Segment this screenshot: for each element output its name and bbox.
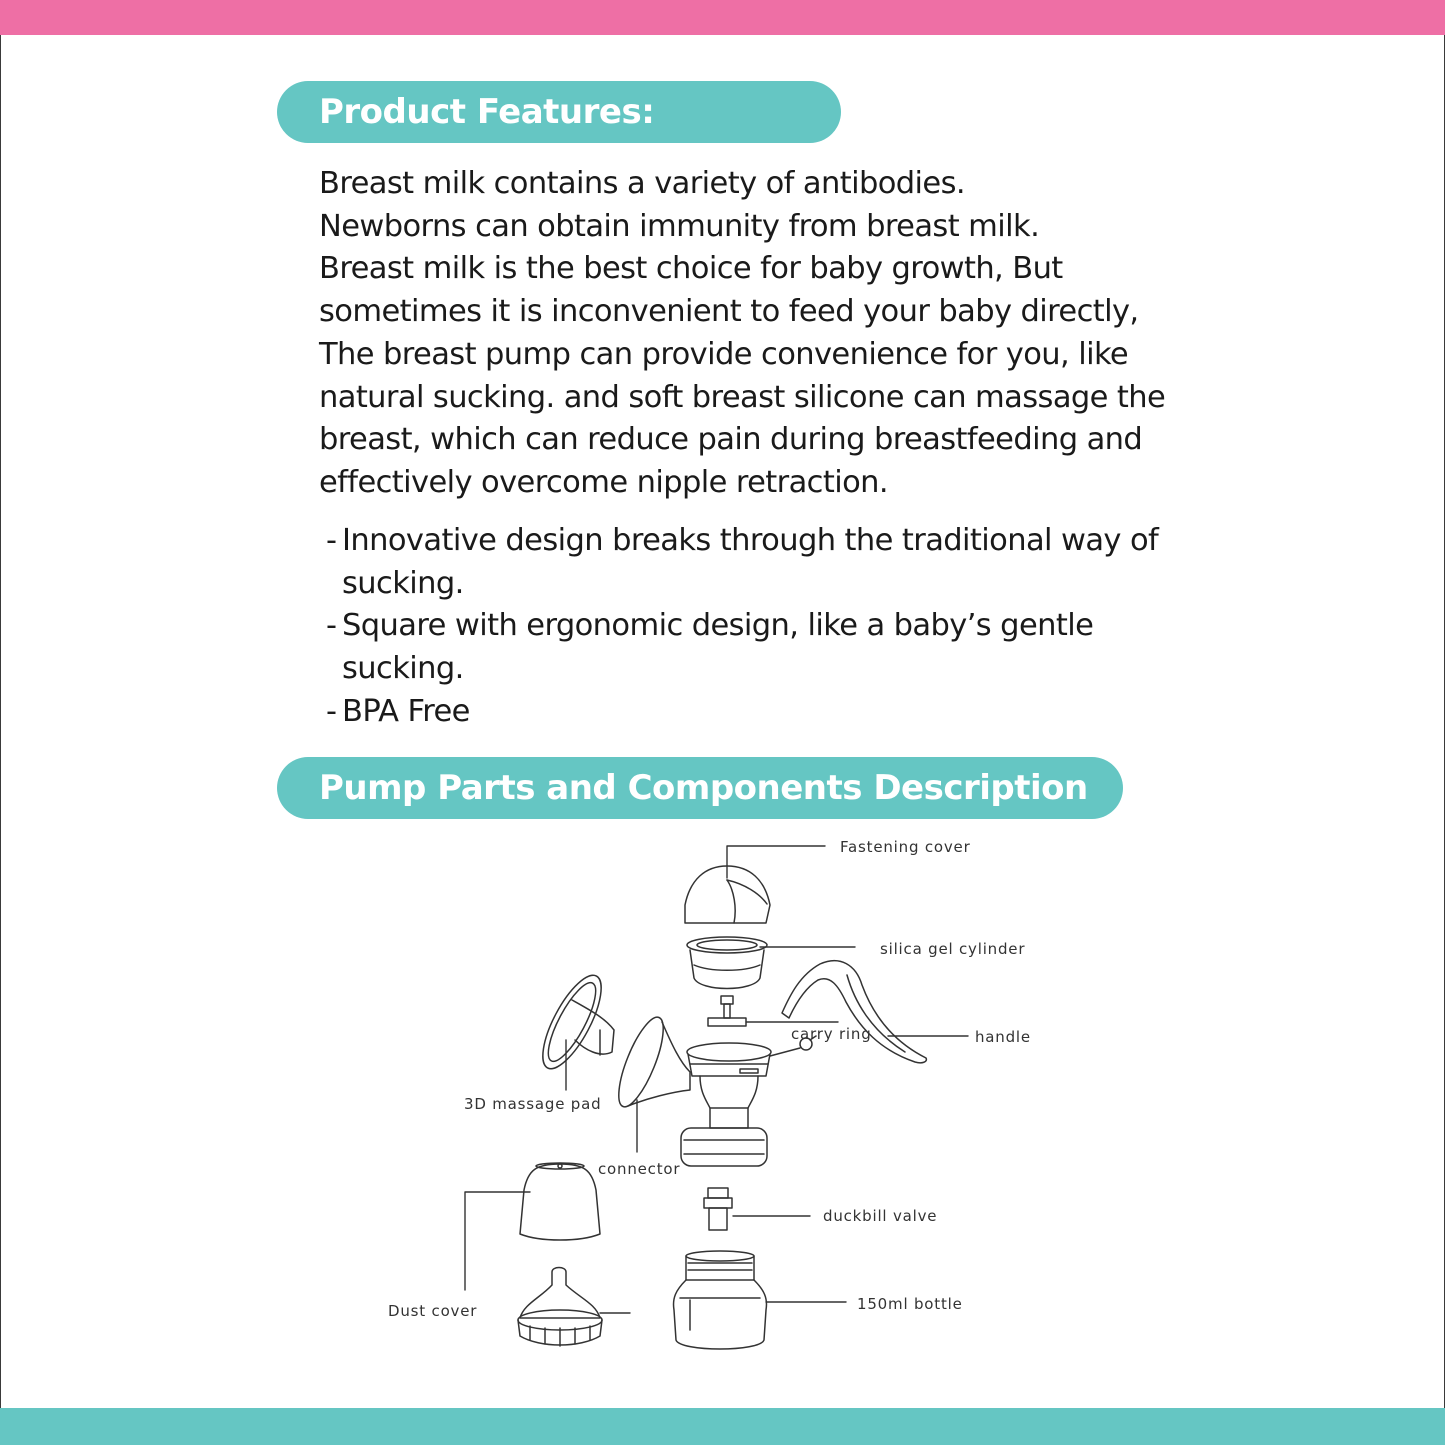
features-bullet-list xyxy=(326,520,1206,734)
label-fastening-cover: Fastening cover xyxy=(840,838,971,856)
label-duckbill-valve: duckbill valve xyxy=(823,1207,938,1225)
label-massage-pad: 3D massage pad xyxy=(464,1095,602,1113)
intro-line: The breast pump can provide convenience for you, like xyxy=(319,336,1129,372)
intro-line: Newborns can obtain immunity from breast milk. xyxy=(319,208,1040,244)
bottom-accent-bar xyxy=(0,1408,1445,1445)
intro-line: sometimes it is inconvenient to feed your baby directly, xyxy=(319,294,1139,330)
top-accent-bar xyxy=(0,0,1445,35)
bullet-dash: - xyxy=(326,523,337,558)
intro-line: breast, which can reduce pain during breastfeeding and xyxy=(319,422,1143,458)
feature-bullet xyxy=(326,520,1206,605)
bullet-line: Square with ergonomic design, like a baby’s gentle xyxy=(342,608,1094,644)
bullet-dash: - xyxy=(326,608,337,644)
intro-line: effectively overcome nipple retraction. xyxy=(319,464,888,500)
bullet-line: sucking. xyxy=(342,565,464,601)
intro-line: natural sucking. and soft breast silicone can massage the xyxy=(319,379,1166,415)
bullet-line: BPA Free xyxy=(342,693,470,729)
features-intro-text xyxy=(319,163,1199,505)
product-features-heading: Product Features: xyxy=(277,81,841,143)
label-connector: connector xyxy=(598,1160,681,1178)
pump-parts-heading: Pump Parts and Components Description xyxy=(277,757,1123,819)
label-carry-ring: carry ring xyxy=(791,1025,872,1043)
bullet-line: Innovative design breaks through the traditional way of xyxy=(342,523,1159,558)
label-handle: handle xyxy=(975,1028,1031,1046)
label-silica-gel-cylinder: silica gel cylinder xyxy=(880,940,1026,958)
label-bottle: 150ml bottle xyxy=(857,1295,963,1313)
bullet-dash: - xyxy=(326,693,337,729)
label-dust-cover: Dust cover xyxy=(388,1302,478,1320)
feature-bullet xyxy=(326,605,1206,690)
bullet-line: sucking. xyxy=(342,651,464,687)
intro-line: Breast milk contains a variety of antibodies. xyxy=(319,166,965,201)
feature-bullet xyxy=(326,691,1206,734)
intro-line: Breast milk is the best choice for baby growth, But xyxy=(319,251,1063,287)
